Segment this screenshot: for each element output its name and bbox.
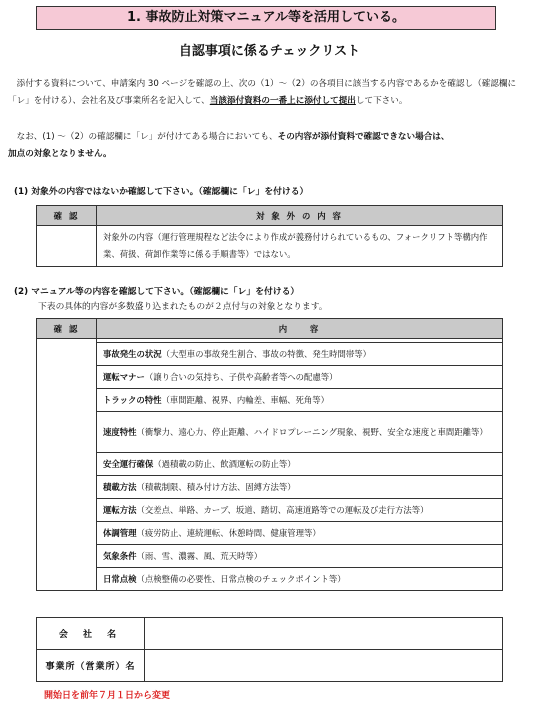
item-label: 事故発生の状況 xyxy=(103,348,162,359)
section2-check-header: 確 認 xyxy=(37,319,97,339)
item-detail: （点検整備の必要性、日常点検のチェックポイント等） xyxy=(136,573,346,584)
intro-note-bold-2: 加点の対象となりません。 xyxy=(8,149,112,159)
intro-note: なお、(1) ～（2）の確認欄に「レ」が付けてある場合においても、 xyxy=(16,132,278,142)
item-label: 気象条件 xyxy=(103,550,137,561)
item-label: 体調管理 xyxy=(103,527,137,538)
table-row xyxy=(97,499,503,522)
table-row xyxy=(97,412,503,453)
table-row xyxy=(97,476,503,499)
item-detail: （過積載の防止、飲酒運転の防止等） xyxy=(153,458,296,469)
section1-heading: (1) 対象外の内容ではないか確認して下さい。（確認欄に「レ」を付ける） xyxy=(14,187,309,197)
item-detail: （譲り合いの気持ち、子供や高齢者等への配慮等） xyxy=(144,371,338,382)
item-label: 安全運行確保 xyxy=(103,458,154,469)
table-row xyxy=(97,453,503,476)
item-detail: （大型車の事故発生割合、事故の特徴、発生時間帯等） xyxy=(161,348,371,359)
item-label: 運転マナー xyxy=(103,371,145,382)
table-row xyxy=(97,545,503,568)
office-name-field[interactable] xyxy=(145,650,503,682)
intro-text-a: 添付する資料について、申請案内 30 ページを確認の上、次の（1）～（2）の各項目に該当する内容であるかを確認し（確認欄に「レ」を付ける）、会社名及び事業所名を記入して、 xyxy=(8,79,517,106)
intro-underlined-instruction: 当該添付資料の一番上に添付して提出 xyxy=(209,96,356,106)
company-info-table xyxy=(36,617,503,682)
section-banner: 1. 事故防止対策マニュアル等を活用している。 xyxy=(36,6,496,30)
section1-table xyxy=(36,205,503,267)
intro-note-bold: その内容が添付資料で確認できない場合は、 xyxy=(277,132,450,142)
item-detail: （疲労防止、連続運転、休憩時間、健康管理等） xyxy=(136,527,321,538)
office-name-label: 事業所（営業所）名 xyxy=(37,650,145,682)
section1-check-cell[interactable] xyxy=(37,226,97,267)
table-row xyxy=(97,568,503,591)
section1-check-header: 確 認 xyxy=(37,206,97,226)
intro-paragraph-3 xyxy=(8,146,533,163)
item-detail: （車間距離、視界、内輪差、車幅、死角等） xyxy=(161,394,329,405)
item-label: 積載方法 xyxy=(103,481,137,492)
section2-table xyxy=(36,318,503,591)
document-title: 自認事項に係るチェックリスト xyxy=(178,44,361,59)
intro-text-b: して下さい。 xyxy=(355,96,408,106)
footer-note: 開始日を前年７月１日から変更 xyxy=(44,691,171,701)
company-name-field[interactable] xyxy=(145,618,503,650)
section1-content-header: 対 象 外 の 内 容 xyxy=(97,206,503,226)
item-label: 日常点検 xyxy=(103,573,137,584)
item-detail: （雨、雪、濃霧、風、荒天時等） xyxy=(136,550,263,561)
table-row xyxy=(97,343,503,366)
item-label: トラックの特性 xyxy=(103,394,162,405)
company-name-label: 会 社 名 xyxy=(37,618,145,650)
item-detail: （積載制限、積み付け方法、固縛方法等） xyxy=(136,481,296,492)
item-label: 速度特性 xyxy=(103,426,137,437)
table-row xyxy=(97,389,503,412)
item-label: 運転方法 xyxy=(103,504,137,515)
section1-content-cell: 対象外の内容（運行管理規程など法令により作成が義務付けられているもの、フォークリフト等構内作業、荷扱、荷卸作業等に係る手順書等）ではない。 xyxy=(97,226,503,267)
section2-check-cell[interactable] xyxy=(37,339,97,591)
section2-heading: (2) マニュアル等の内容を確認して下さい。（確認欄に「レ」を付ける） xyxy=(14,287,300,297)
section2-note: 下表の具体的内容が多数盛り込まれたものが２点付与の対象となります。 xyxy=(38,302,328,312)
item-detail: （衝撃力、遠心力、停止距離、ハイドロプレーニング現象、視野、安全な速度と車間距離等） xyxy=(136,426,488,437)
section2-content-header: 内 容 xyxy=(97,319,503,339)
intro-paragraph-2 xyxy=(8,129,533,146)
table-row xyxy=(97,522,503,545)
item-detail: （交差点、単路、カーブ、坂道、踏切、高速道路等での運転及び走行方法等） xyxy=(136,504,429,515)
intro-paragraph-1 xyxy=(8,76,533,110)
table-row xyxy=(97,366,503,389)
